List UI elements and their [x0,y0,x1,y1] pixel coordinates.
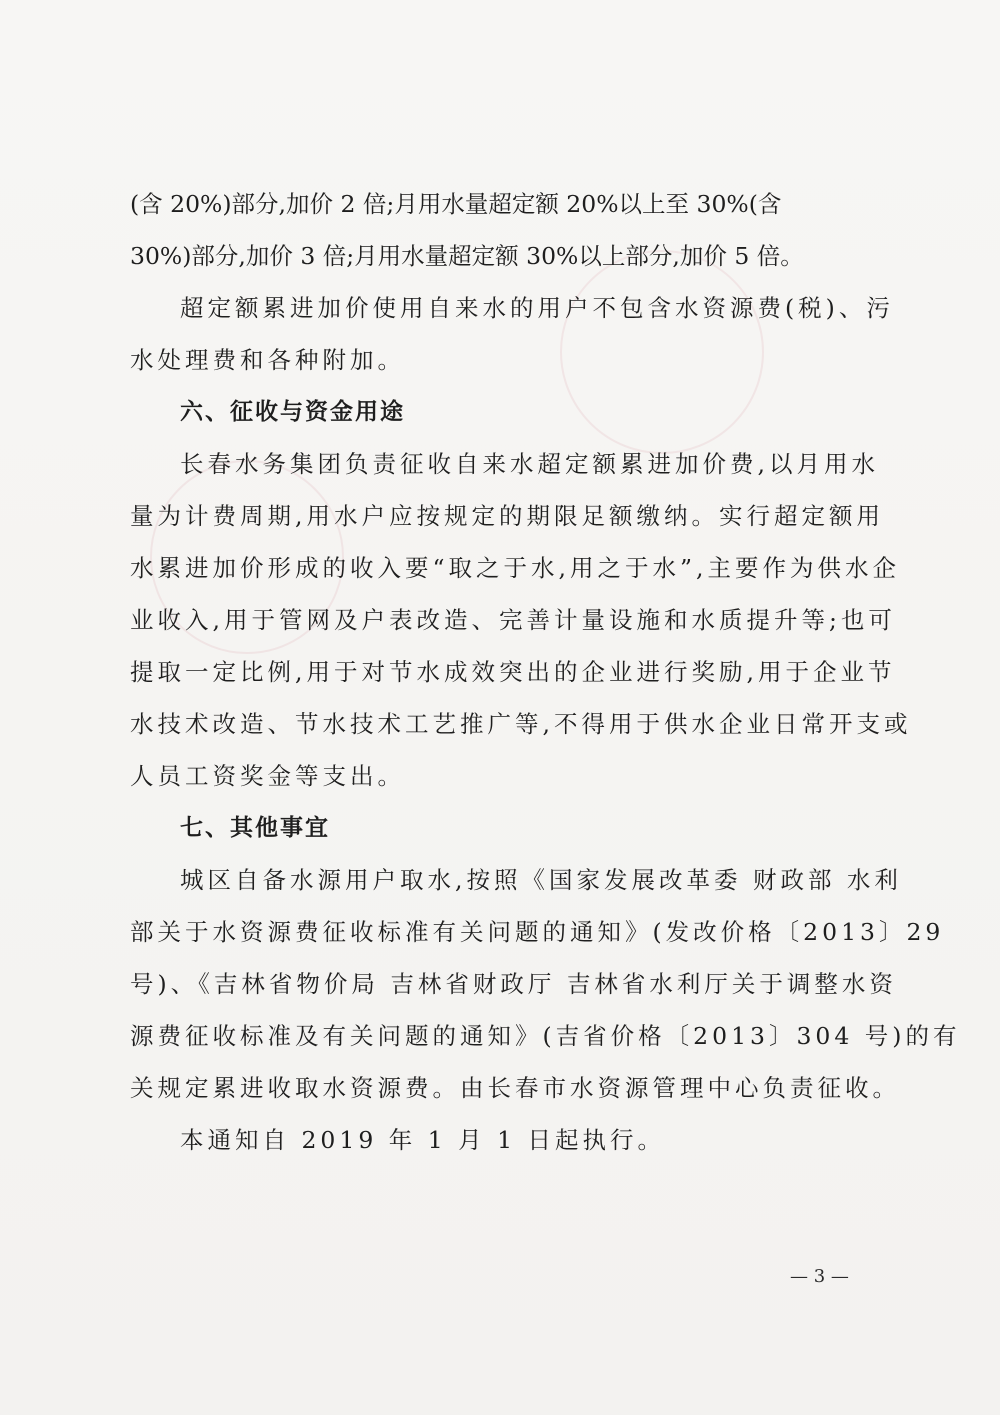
text-run: 长春水务集团负责征收自来水超定额累进加价费,以月用水 [180,450,879,478]
text-run: 关规定累进收取水资源费。由长春市水资源管理中心负责征收。 [130,1074,900,1102]
text-run: 号)、《吉林省物价局 吉林省财政厅 吉林省水利厅关于调整水资 [130,970,897,998]
paragraph-line [130,854,902,906]
page-number: — 3 — [790,1266,849,1287]
heading-text: 六、征收与资金用途 [180,399,405,425]
paragraph-line [130,594,896,646]
heading-text: 七、其他事宜 [180,815,330,841]
text-run: (含 20%)部分,加价 2 倍;月用水量超定额 20%以上至 30%(含 [130,190,782,218]
paragraph-line [130,698,912,750]
text-run: 人员工资奖金等支出。 [130,762,405,790]
paragraph-line [130,906,945,958]
text-run: 源费征收标准及有关问题的通知》(吉省价格〔2013〕304 号)的有 [130,1022,961,1050]
text-run: 部关于水资源费征收标准有关问题的通知》(发改价格〔2013〕29 [130,918,945,946]
text-run: 水技术改造、节水技术工艺推广等,不得用于供水企业日常开支或 [130,710,912,738]
section-heading-6 [130,386,870,438]
paragraph-line [130,334,870,386]
text-run: 水处理费和各种附加。 [130,346,405,374]
paragraph-line [130,490,884,542]
text-line [130,230,870,282]
text-run: 量为计费周期,用水户应按规定的期限足额缴纳。实行超定额用 [130,502,884,530]
text-run: 30%)部分,加价 3 倍;月用水量超定额 30%以上部分,加价 5 倍。 [130,242,804,270]
text-run: 本通知自 2019 年 1 月 1 日起执行。 [180,1126,666,1154]
text-run: 超定额累进加价使用自来水的用户不包含水资源费(税)、污 [180,294,894,322]
text-run: 业收入,用于管网及户表改造、完善计量设施和水质提升等;也可 [130,606,896,634]
paragraph-line [130,1010,961,1062]
text-run: 水累进加价形成的收入要“取之于水,用之于水”,主要作为供水企 [130,554,900,582]
paragraph-line [130,646,896,698]
paragraph-line [130,282,894,334]
text-run: 提取一定比例,用于对节水成效突出的企业进行奖励,用于企业节 [130,658,896,686]
document-body [130,178,961,1166]
paragraph-line [130,1114,870,1166]
text-run: 城区自备水源用户取水,按照《国家发展改革委 财政部 水利 [180,866,902,894]
paragraph-line [130,542,900,594]
paragraph-line [130,438,879,490]
paragraph-line [130,750,870,802]
paragraph-line [130,958,897,1010]
section-heading-7 [130,802,870,854]
text-line [130,178,870,230]
paragraph-line [130,1062,900,1114]
